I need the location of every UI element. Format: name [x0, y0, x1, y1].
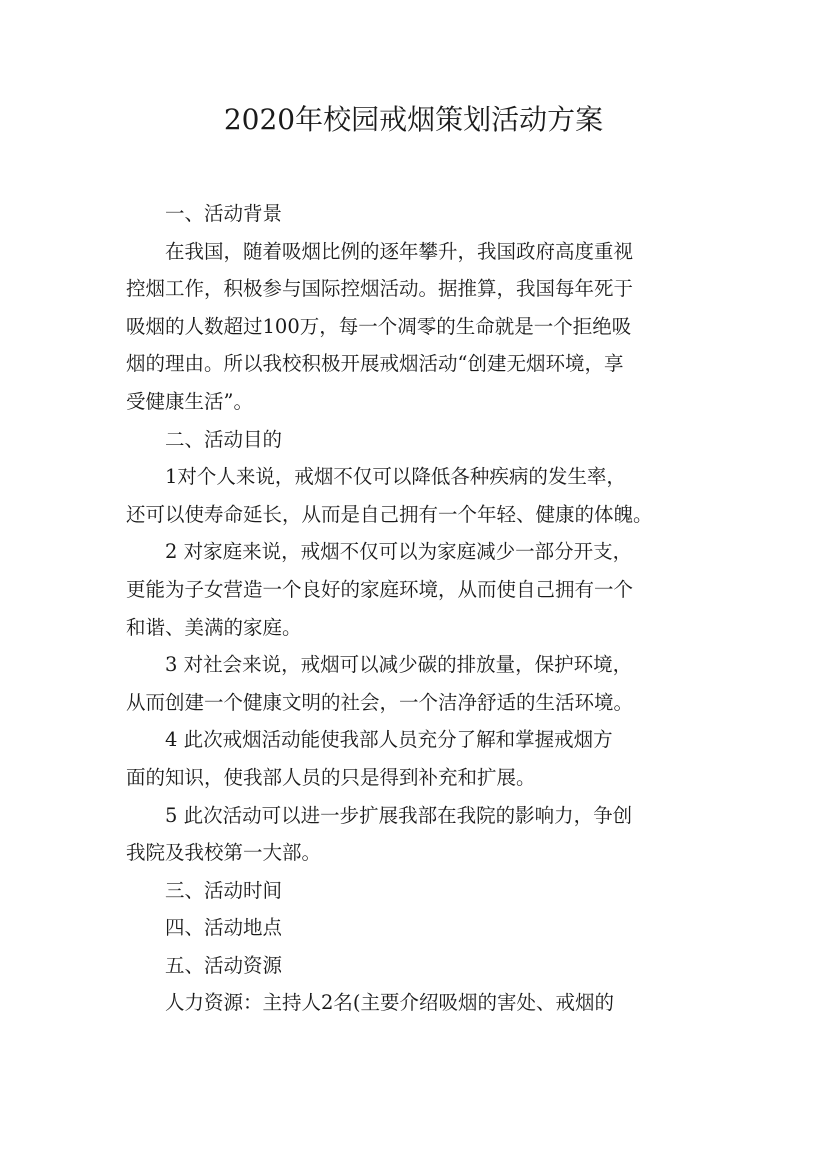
paragraph-line: 烟的理由。所以我校积极开展戒烟活动“创建无烟环境，享 [126, 352, 624, 376]
paragraph-line: 吸烟的人数超过100万，每一个凋零的生命就是一个拒绝吸 [126, 314, 632, 338]
paragraph-line: 从而创建一个健康文明的社会，一个洁净舒适的生活环境。 [126, 690, 634, 714]
paragraph-line: 人力资源：主持人2名(主要介绍吸烟的害处、戒烟的 [165, 991, 615, 1015]
paragraph-line: 和谐、美满的家庭。 [126, 615, 302, 639]
section-heading: 一、活动背景 [165, 202, 283, 225]
body-paragraph [126, 984, 716, 1022]
paragraph-line: 还可以使寿命延长，从而是自己拥有一个年轻、健康的体魄。 [126, 502, 653, 526]
section-heading: 五、活动资源 [165, 953, 283, 977]
body-paragraph [126, 533, 716, 646]
paragraph-line: 1对个人来说，戒烟不仅可以降低各种疾病的发生率， [165, 465, 626, 489]
paragraph-line: 受健康生活”。 [126, 389, 253, 413]
body-paragraph [126, 233, 716, 421]
paragraph-line: 控烟工作，积极参与国际控烟活动。据推算，我国每年死于 [126, 277, 634, 301]
paragraph-line: 5 此次活动可以进一步扩展我部在我院的影响力，争创 [165, 803, 633, 827]
section-heading: 三、活动时间 [165, 878, 283, 902]
paragraph-line: 2 对家庭来说，戒烟不仅可以为家庭减少一部分开支， [165, 540, 633, 564]
body-paragraph [126, 721, 716, 796]
paragraph-line: 更能为子女营造一个良好的家庭环境，从而使自己拥有一个 [126, 577, 634, 601]
body-paragraph [126, 458, 716, 533]
document-body [126, 195, 716, 1022]
body-paragraph [126, 797, 716, 872]
section-heading: 二、活动目的 [165, 427, 283, 451]
paragraph-line: 我院及我校第一大部。 [126, 841, 322, 865]
paragraph-line: 3 对社会来说，戒烟可以减少碳的排放量，保护环境， [165, 653, 633, 677]
paragraph-line: 面的知识，使我部人员的只是得到补充和扩展。 [126, 765, 536, 789]
paragraph-line: 在我国，随着吸烟比例的逐年攀升，我国政府高度重视 [165, 239, 634, 263]
body-paragraph [126, 646, 716, 721]
document-title: 2020年校园戒烟策划活动方案 [223, 103, 604, 136]
paragraph-line: 4 此次戒烟活动能使我部人员充分了解和掌握戒烟方 [165, 728, 613, 752]
section-heading: 四、活动地点 [165, 916, 283, 940]
